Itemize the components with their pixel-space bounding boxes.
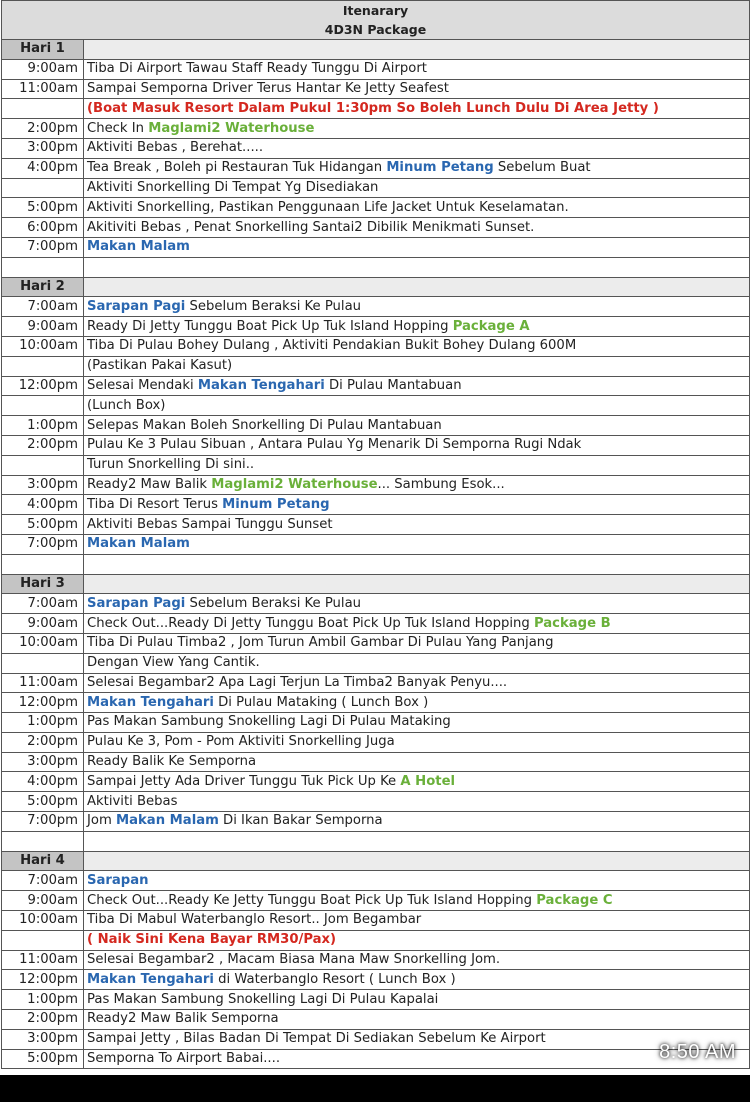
activity-text: Aktiviti Snorkelling, Pastikan Penggunaan Life Jacket Untuk Keselamatan.: [87, 199, 569, 215]
activity-cell: [84, 772, 750, 792]
activity-cell: [84, 752, 750, 772]
activity-text: Aktiviti Bebas , Berehat.....: [87, 140, 264, 156]
activity-text: ( Naik Sini Kena Bayar RM30/Pax): [87, 932, 337, 948]
spacer-cell: [84, 257, 750, 277]
activity-cell: [84, 158, 750, 178]
activity-text: Tiba Di Mabul Waterbanglo Resort.. Jom Begambar: [87, 912, 422, 928]
activity-text: Turun Snorkelling Di sini..: [87, 457, 255, 473]
itinerary-title: Itenarary: [2, 1, 750, 21]
day-header-blank: [84, 277, 750, 297]
activity-text: Tiba Di Pulau Bohey Dulang , Aktiviti Pendakian Bukit Bohey Dulang 600M: [87, 338, 577, 354]
activity-text: Sebelum Beraksi Ke Pulau: [185, 298, 362, 314]
table-row: [2, 515, 750, 535]
table-row: [2, 871, 750, 891]
activity-cell: [84, 812, 750, 832]
time-cell: [2, 99, 84, 119]
activity-cell: [84, 59, 750, 79]
table-row: [2, 455, 750, 475]
activity-text: Sarapan Pagi: [87, 595, 186, 611]
activity-cell: [84, 455, 750, 475]
time-cell: [2, 653, 84, 673]
table-row: [2, 732, 750, 752]
status-bar-clock: 8:50 AM: [659, 1041, 736, 1063]
activity-text: Dengan View Yang Cantik.: [87, 655, 260, 671]
activity-text: Di Pulau Mantabuan: [324, 377, 462, 393]
activity-text: Makan Tengahari: [197, 377, 325, 393]
table-row: [2, 178, 750, 198]
activity-text: Sarapan Pagi: [87, 298, 186, 314]
day-header-row: [2, 40, 750, 60]
time-cell: 2:00pm: [2, 1010, 84, 1030]
time-cell: 3:00pm: [2, 475, 84, 495]
package-subtitle: 4D3N Package: [2, 20, 750, 40]
activity-cell: [84, 1010, 750, 1030]
activity-cell: [84, 693, 750, 713]
activity-text: Makan Malam: [116, 813, 219, 829]
day-label: Hari 2: [2, 277, 84, 297]
table-row: [2, 495, 750, 515]
time-cell: [2, 930, 84, 950]
time-cell: 2:00pm: [2, 119, 84, 139]
table-row: [2, 475, 750, 495]
table-row: [2, 653, 750, 673]
itinerary-table: [1, 0, 750, 1069]
table-row: [2, 614, 750, 634]
time-cell: 5:00pm: [2, 1049, 84, 1069]
activity-cell: [84, 614, 750, 634]
activity-text: Minum Petang: [386, 160, 494, 176]
time-cell: 9:00am: [2, 317, 84, 337]
table-row: [2, 158, 750, 178]
spacer-cell: [2, 257, 84, 277]
activity-cell: [84, 376, 750, 396]
time-cell: 6:00pm: [2, 218, 84, 238]
time-cell: 11:00am: [2, 673, 84, 693]
table-row: [2, 633, 750, 653]
time-cell: 10:00am: [2, 336, 84, 356]
activity-cell: [84, 1029, 750, 1049]
time-cell: 11:00am: [2, 79, 84, 99]
day-header-blank: [84, 40, 750, 60]
activity-cell: [84, 416, 750, 436]
table-row: [2, 713, 750, 733]
activity-cell: [84, 534, 750, 554]
activity-cell: [84, 653, 750, 673]
activity-text: A Hotel: [400, 773, 456, 789]
table-row: [2, 356, 750, 376]
activity-text: Tea Break , Boleh pi Restauran Tuk Hidangan: [87, 160, 387, 176]
table-row: [2, 891, 750, 911]
table-row: [2, 198, 750, 218]
activity-cell: [84, 218, 750, 238]
activity-text: (Pastikan Pakai Kasut): [87, 358, 233, 374]
table-row: [2, 772, 750, 792]
activity-text: Ready2 Maw Balik Semporna: [87, 1011, 279, 1027]
table-row: [2, 59, 750, 79]
time-cell: 10:00am: [2, 633, 84, 653]
activity-text: Makan Malam: [87, 536, 190, 552]
title-row: [2, 1, 750, 21]
activity-cell: [84, 99, 750, 119]
activity-text: Tiba Di Pulau Timba2 , Jom Turun Ambil Gambar Di Pulau Yang Panjang: [87, 635, 554, 651]
spacer-cell: [2, 554, 84, 574]
activity-cell: [84, 79, 750, 99]
activity-text: Selesai Mendaki: [87, 377, 198, 393]
time-cell: 1:00pm: [2, 713, 84, 733]
activity-cell: [84, 495, 750, 515]
time-cell: 12:00pm: [2, 970, 84, 990]
table-row: [2, 673, 750, 693]
time-cell: [2, 455, 84, 475]
activity-text: Tiba Di Airport Tawau Staff Ready Tunggu Di Airport: [87, 61, 427, 77]
activity-cell: [84, 198, 750, 218]
time-cell: 5:00pm: [2, 515, 84, 535]
time-cell: [2, 178, 84, 198]
activity-text: Maglami2 Waterhouse: [211, 476, 378, 492]
time-cell: 9:00am: [2, 891, 84, 911]
table-row: [2, 970, 750, 990]
table-row: [2, 930, 750, 950]
time-cell: 1:00pm: [2, 990, 84, 1010]
activity-text: Package C: [536, 892, 613, 908]
table-row: [2, 812, 750, 832]
time-cell: 7:00pm: [2, 237, 84, 257]
activity-text: Makan Malam: [87, 239, 190, 255]
activity-text: Akitiviti Bebas , Penat Snorkelling Santai2 Dibilik Menikmati Sunset.: [87, 219, 535, 235]
activity-cell: [84, 732, 750, 752]
time-cell: [2, 396, 84, 416]
table-row: [2, 237, 750, 257]
activity-text: Pas Makan Sambung Snokelling Lagi Di Pulau Mataking: [87, 714, 451, 730]
table-row: [2, 594, 750, 614]
table-row: [2, 950, 750, 970]
activity-text: Sampai Jetty , Bilas Badan Di Tempat Di Sediakan Sebelum Ke Airport: [87, 1031, 546, 1047]
activity-text: Sampai Semporna Driver Terus Hantar Ke Jetty Seafest: [87, 80, 449, 96]
day-header-row: [2, 851, 750, 871]
time-cell: 5:00pm: [2, 792, 84, 812]
activity-cell: [84, 990, 750, 1010]
activity-text: Selesai Begambar2 Apa Lagi Terjun La Timba2 Banyak Penyu....: [87, 674, 508, 690]
table-row: [2, 336, 750, 356]
activity-text: Check In: [87, 120, 149, 136]
activity-text: Aktiviti Bebas Sampai Tunggu Sunset: [87, 516, 333, 532]
day-label: Hari 4: [2, 851, 84, 871]
activity-text: Sarapan: [87, 872, 149, 888]
table-row: [2, 693, 750, 713]
table-row: [2, 752, 750, 772]
activity-text: Minum Petang: [222, 496, 330, 512]
activity-cell: [84, 336, 750, 356]
table-row: [2, 1049, 750, 1069]
time-cell: 9:00am: [2, 59, 84, 79]
day-header-row: [2, 574, 750, 594]
activity-text: Jom: [87, 813, 116, 829]
table-row: [2, 435, 750, 455]
time-cell: 7:00pm: [2, 534, 84, 554]
spacer-row: [2, 257, 750, 277]
activity-text: Package A: [452, 318, 530, 334]
table-row: [2, 119, 750, 139]
table-row: [2, 990, 750, 1010]
activity-text: Ready Di Jetty Tunggu Boat Pick Up Tuk Island Hopping: [87, 318, 453, 334]
day-label: Hari 3: [2, 574, 84, 594]
time-cell: 3:00pm: [2, 752, 84, 772]
activity-text: Pas Makan Sambung Snokelling Lagi Di Pulau Kapalai: [87, 991, 439, 1007]
activity-cell: [84, 891, 750, 911]
time-cell: 4:00pm: [2, 495, 84, 515]
activity-cell: [84, 317, 750, 337]
table-row: [2, 911, 750, 931]
activity-text: ... Sambung Esok...: [377, 476, 505, 492]
time-cell: 7:00am: [2, 297, 84, 317]
activity-cell: [84, 178, 750, 198]
activity-cell: [84, 138, 750, 158]
time-cell: 2:00pm: [2, 435, 84, 455]
activity-cell: [84, 356, 750, 376]
activity-text: di Waterbanglo Resort ( Lunch Box ): [213, 971, 456, 987]
activity-cell: [84, 119, 750, 139]
activity-cell: [84, 594, 750, 614]
table-row: [2, 1010, 750, 1030]
activity-cell: [84, 950, 750, 970]
activity-cell: [84, 237, 750, 257]
day-header-blank: [84, 851, 750, 871]
table-row: [2, 218, 750, 238]
time-cell: 4:00pm: [2, 772, 84, 792]
activity-text: Makan Tengahari: [87, 694, 214, 710]
activity-cell: [84, 792, 750, 812]
table-row: [2, 317, 750, 337]
activity-text: Tiba Di Resort Terus: [87, 496, 223, 512]
activity-cell: [84, 396, 750, 416]
activity-text: Ready Balik Ke Semporna: [87, 754, 257, 770]
activity-text: Sampai Jetty Ada Driver Tunggu Tuk Pick Up Ke: [87, 773, 401, 789]
table-row: [2, 79, 750, 99]
activity-cell: [84, 515, 750, 535]
activity-text: Makan Tengahari: [87, 971, 214, 987]
activity-text: (Boat Masuk Resort Dalam Pukul 1:30pm So Boleh Lunch Dulu Di Area Jetty ): [87, 100, 659, 116]
activity-cell: [84, 633, 750, 653]
time-cell: [2, 356, 84, 376]
activity-text: Pulau Ke 3 Pulau Sibuan , Antara Pulau Yg Menarik Di Semporna Rugi Ndak: [87, 437, 582, 453]
time-cell: 4:00pm: [2, 158, 84, 178]
activity-text: Maglami2 Waterhouse: [148, 120, 315, 136]
time-cell: 7:00am: [2, 871, 84, 891]
activity-text: Package B: [533, 615, 611, 631]
activity-text: Aktiviti Snorkelling Di Tempat Yg Disediakan: [87, 179, 379, 195]
activity-text: Selesai Begambar2 , Macam Biasa Mana Maw Snorkelling Jom.: [87, 952, 501, 968]
time-cell: 11:00am: [2, 950, 84, 970]
activity-text: Semporna To Airport Babai....: [87, 1051, 281, 1067]
activity-cell: [84, 435, 750, 455]
activity-text: Di Pulau Mataking ( Lunch Box ): [213, 694, 429, 710]
table-row: [2, 534, 750, 554]
activity-cell: [84, 871, 750, 891]
time-cell: 3:00pm: [2, 1029, 84, 1049]
activity-cell: [84, 673, 750, 693]
activity-text: Ready2 Maw Balik: [87, 476, 212, 492]
time-cell: 1:00pm: [2, 416, 84, 436]
time-cell: 9:00am: [2, 614, 84, 634]
day-header-blank: [84, 574, 750, 594]
spacer-cell: [2, 831, 84, 851]
activity-cell: [84, 713, 750, 733]
time-cell: 10:00am: [2, 911, 84, 931]
activity-text: Sebelum Beraksi Ke Pulau: [185, 595, 362, 611]
activity-cell: [84, 297, 750, 317]
spacer-cell: [84, 554, 750, 574]
table-row: [2, 138, 750, 158]
time-cell: 7:00pm: [2, 812, 84, 832]
time-cell: 2:00pm: [2, 732, 84, 752]
activity-cell: [84, 911, 750, 931]
activity-text: Check Out...Ready Di Jetty Tunggu Boat Pick Up Tuk Island Hopping: [87, 615, 534, 631]
activity-cell: [84, 930, 750, 950]
table-row: [2, 396, 750, 416]
activity-text: Selepas Makan Boleh Snorkelling Di Pulau Mantabuan: [87, 417, 442, 433]
activity-text: (Lunch Box): [87, 397, 166, 413]
time-cell: 5:00pm: [2, 198, 84, 218]
spacer-cell: [84, 831, 750, 851]
day-label: Hari 1: [2, 40, 84, 60]
table-row: [2, 297, 750, 317]
time-cell: 12:00pm: [2, 693, 84, 713]
activity-text: Sebelum Buat: [493, 160, 591, 176]
table-row: [2, 1029, 750, 1049]
table-row: [2, 416, 750, 436]
day-header-row: [2, 277, 750, 297]
table-row: [2, 376, 750, 396]
spacer-row: [2, 554, 750, 574]
activity-cell: [84, 970, 750, 990]
table-row: [2, 792, 750, 812]
time-cell: 3:00pm: [2, 138, 84, 158]
activity-cell: [84, 475, 750, 495]
table-row: [2, 99, 750, 119]
activity-cell: [84, 1049, 750, 1069]
activity-text: Di Ikan Bakar Semporna: [218, 813, 383, 829]
activity-text: Pulau Ke 3, Pom - Pom Aktiviti Snorkelling Juga: [87, 734, 395, 750]
subtitle-row: [2, 20, 750, 40]
activity-text: Check Out...Ready Ke Jetty Tunggu Boat Pick Up Tuk Island Hopping: [87, 892, 537, 908]
time-cell: 7:00am: [2, 594, 84, 614]
activity-text: Aktiviti Bebas: [87, 793, 178, 809]
time-cell: 12:00pm: [2, 376, 84, 396]
spacer-row: [2, 831, 750, 851]
